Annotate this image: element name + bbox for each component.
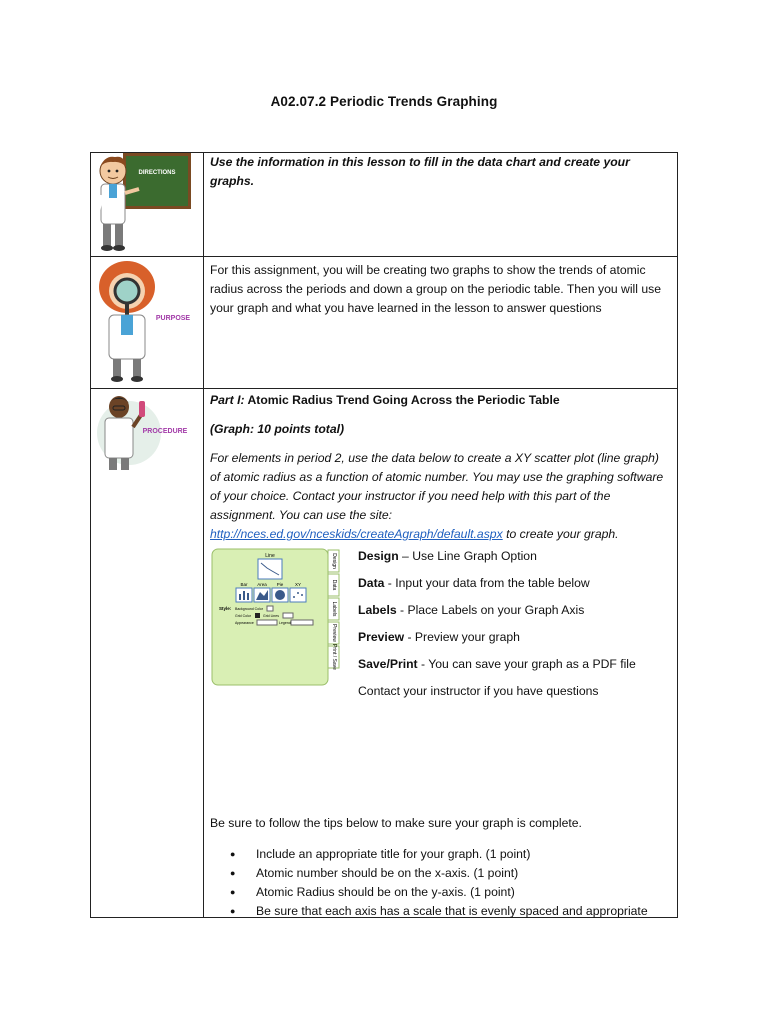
directions-illustration	[91, 153, 203, 257]
step-preview: Preview - Preview your graph	[358, 630, 520, 644]
part-label: Part I:	[210, 393, 245, 407]
grid-lines-label: Grid Lines	[263, 614, 279, 618]
directions-text: Use the information in this lesson to fill in the data chart and create your graphs.	[210, 155, 630, 188]
tips-list	[230, 845, 648, 921]
tab-print-save: Print / Save	[331, 644, 337, 670]
legend-label: Legend	[279, 621, 291, 625]
purpose-tag-label: PURPOSE	[155, 315, 191, 322]
grid-color-label: Grid Color	[235, 614, 251, 618]
tab-labels: Labels	[331, 601, 337, 617]
step-data: Data - Input your data from the table below	[358, 576, 590, 590]
procedure-instructions: For elements in period 2, use the data below to create a XY scatter plot (line graph) of atomic radius as a function of atomic number. You may use the graphing software of your choice. Contact your instructor if you need help with this part of the assignment. You can use the site:	[210, 451, 664, 522]
software-tabs	[328, 550, 339, 670]
tab-design: Design	[331, 553, 337, 569]
tip-item: ● Be sure that each axis has a scale that is evenly spaced and appropriate	[230, 902, 648, 921]
bar-option-label: Bar	[240, 582, 248, 587]
line-option-label: Line	[265, 553, 275, 559]
tab-preview: Preview	[331, 624, 337, 642]
tips-intro: Be sure to follow the tips below to make sure your graph is complete.	[210, 816, 582, 830]
line-graph-icon	[258, 559, 282, 579]
directions-row	[91, 153, 677, 257]
tip-item: ● Atomic Radius should be on the y-axis. (1 point)	[230, 883, 648, 902]
step-design: Design – Use Line Graph Option	[358, 549, 537, 563]
create-a-graph-link[interactable]: http://nces.ed.gov/nceskids/createAgraph/default.aspx	[210, 527, 503, 541]
tip-item: ● Atomic number should be on the x-axis. (1 point)	[230, 864, 648, 883]
part-title: Atomic Radius Trend Going Across the Periodic Table	[244, 393, 560, 407]
directions-sign-label: DIRECTIONS	[138, 170, 176, 176]
procedure-illustration	[91, 389, 203, 479]
tab-data: Data	[331, 579, 337, 591]
step-contact: Contact your instructor if you have questions	[358, 684, 599, 698]
graph-software-screenshot	[211, 548, 341, 688]
step-labels: Labels - Place Labels on your Graph Axis	[358, 603, 585, 617]
pie-option-label: Pie	[276, 582, 284, 587]
tip-item: ● Include an appropriate title for your graph. (1 point)	[230, 845, 648, 864]
style-label: Style:	[219, 606, 232, 611]
page-title: A02.07.2 Periodic Trends Graphing	[270, 94, 498, 109]
procedure-after-link: to create your graph.	[502, 527, 619, 541]
graph-steps	[358, 543, 636, 705]
step-save-print: Save/Print - You can save your graph as a PDF file	[358, 657, 636, 671]
procedure-tag-label: PROCEDURE	[142, 428, 188, 435]
purpose-illustration	[91, 257, 203, 389]
area-option-label: Area	[257, 582, 267, 587]
appearance-label: Appearance	[235, 621, 254, 625]
purpose-row	[91, 257, 677, 389]
purpose-text: For this assignment, you will be creating two graphs to show the trends of atomic radius across the periods and down a group on the periodic table. Then you will use your graph and what you have learned in the lesson to answer questions	[210, 263, 661, 315]
xy-option-label: XY	[294, 582, 302, 587]
xy-graph-icon	[290, 588, 306, 602]
background-color-label: Background Color	[235, 607, 264, 611]
procedure-text-block	[210, 391, 669, 544]
graph-points: (Graph: 10 points total)	[210, 422, 345, 436]
lesson-table	[90, 152, 678, 918]
